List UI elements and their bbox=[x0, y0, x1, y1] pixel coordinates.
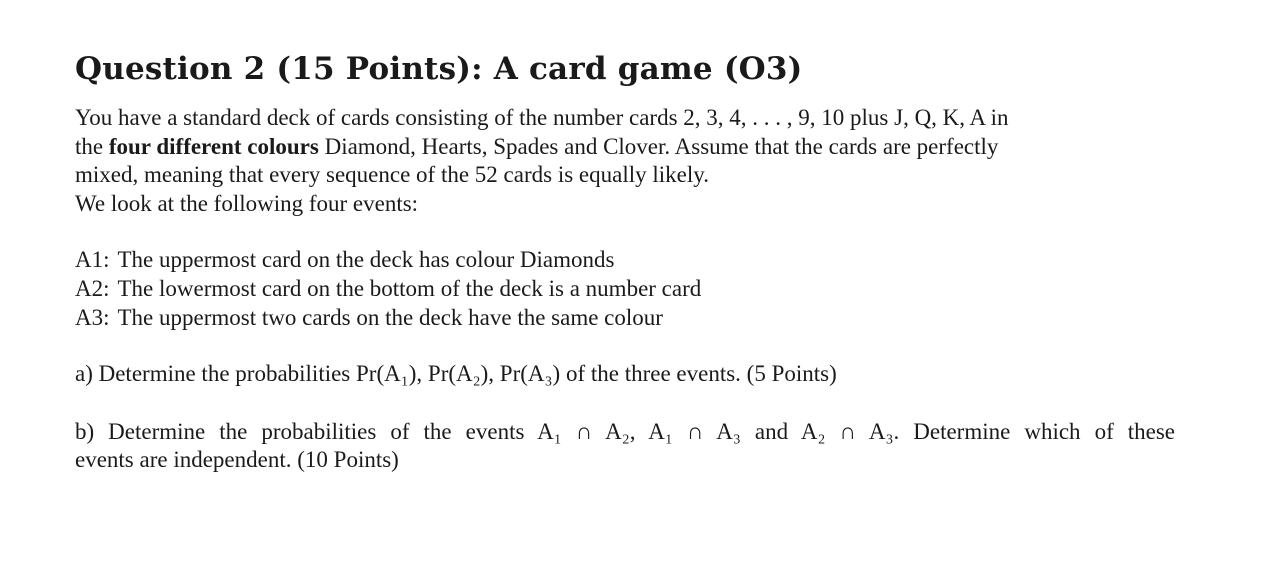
question-intro bbox=[75, 104, 1175, 218]
event-text: The uppermost two cards on the deck have the same colour bbox=[117, 304, 663, 330]
question-title: Question 2 (15 Points): A card game (O3) bbox=[75, 51, 803, 87]
event-list bbox=[75, 246, 1175, 332]
event-a1 bbox=[75, 246, 1175, 275]
event-text: The lowermost card on the bottom of the deck is a number card bbox=[117, 275, 702, 301]
task-b-line-2: events are independent. (10 Points) bbox=[75, 447, 399, 473]
intro-line-3: mixed, meaning that every sequence of the 52 cards is equally likely. bbox=[75, 162, 709, 188]
event-text: The uppermost card on the deck has colour Diamonds bbox=[117, 247, 615, 273]
event-id: A2: bbox=[75, 275, 110, 301]
intro-line-4: We look at the following four events: bbox=[75, 190, 419, 216]
event-a3 bbox=[75, 304, 1175, 333]
task-b bbox=[75, 418, 1175, 475]
intro-line-1: You have a standard deck of cards consisting of the number cards 2, 3, 4, . . . , 9, 10 plus J, Q, K, A in bbox=[75, 105, 1009, 130]
task-a: a) Determine the probabilities Pr(A₁), Pr(A₂), Pr(A₃) of the three events. (5 Points) bbox=[75, 361, 837, 387]
task-b-line-1: b) Determine the probabilities of the events A₁ ∩ A₂, A₁ ∩ A₃ and A₂ ∩ A₃. Determine which of these bbox=[75, 418, 1175, 444]
event-id: A3: bbox=[75, 304, 110, 330]
intro-bold-phrase: four different colours bbox=[108, 133, 319, 159]
event-id: A1: bbox=[75, 247, 110, 273]
event-a2 bbox=[75, 275, 1175, 304]
question-document bbox=[75, 44, 1175, 475]
intro-line-2-pre: the bbox=[75, 133, 109, 159]
intro-line-2-post: Diamond, Hearts, Spades and Clover. Assume that the cards are perfectly bbox=[318, 133, 999, 159]
intro-line-2 bbox=[75, 133, 1175, 162]
